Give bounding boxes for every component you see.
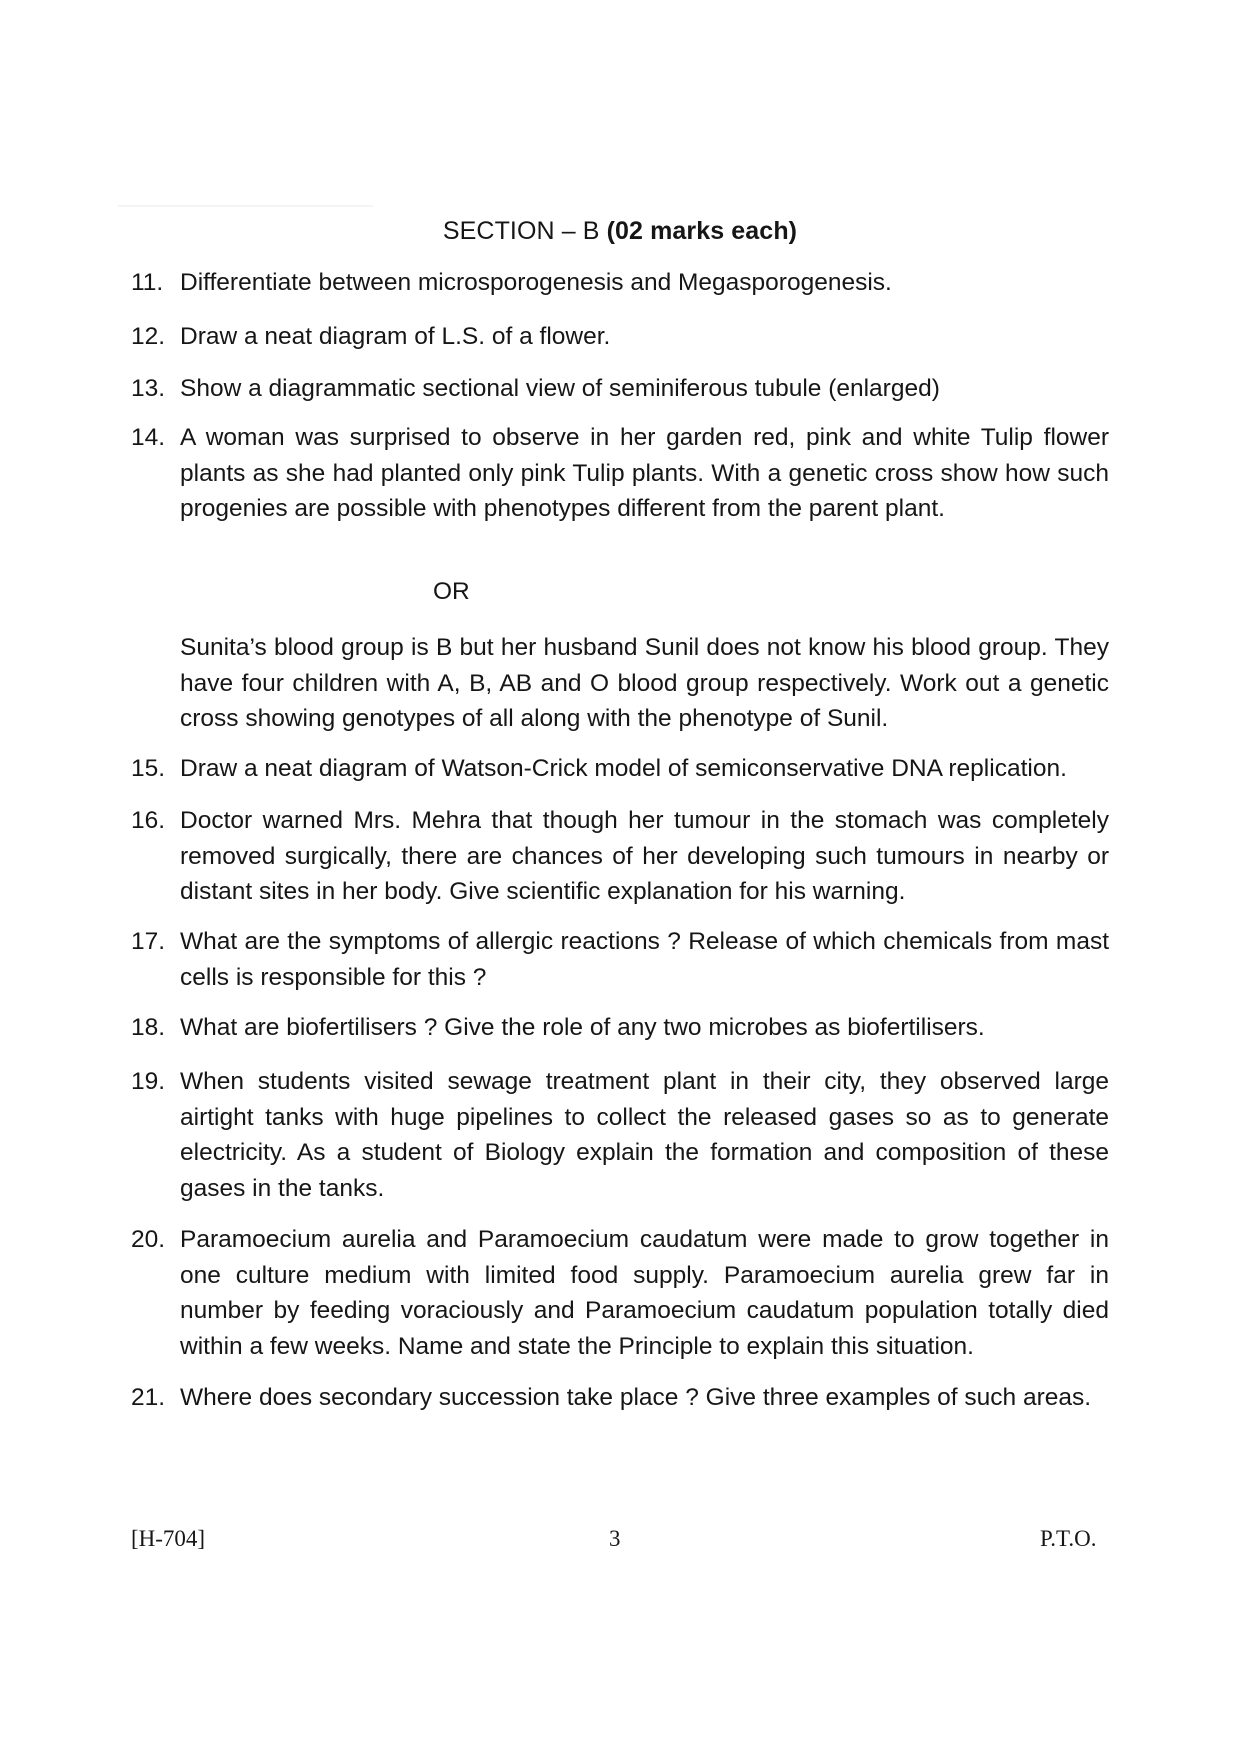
question-text: A woman was surprised to observe in her garden red, pink and white Tulip flower plants as she had planted only pink Tulip plants. With a genetic cross show how such progenies are possible with phenotypes different from the parent plant. — [180, 424, 1109, 522]
question-text: Differentiate between microsporogenesis and Megasporogenesis. — [180, 269, 892, 296]
question-number: 14. — [131, 424, 166, 451]
question-text: Show a diagrammatic sectional view of seminiferous tubule (enlarged) — [180, 375, 940, 402]
question-text: Draw a neat diagram of L.S. of a flower. — [180, 323, 611, 350]
question-text: Draw a neat diagram of Watson-Crick model of semiconservative DNA replication. — [180, 755, 1067, 782]
question-text: When students visited sewage treatment plant in their city, they observed large airtight tanks with huge pipelines to collect the released gases so as to generate electricity. As a student of Biology explain the formation and composition of these gases in the tanks. — [180, 1068, 1109, 1202]
scan-artifact-line — [118, 205, 373, 207]
section-heading — [0, 217, 1240, 246]
question-15 — [131, 751, 1111, 787]
question-12 — [131, 319, 1111, 355]
please-turn-over: P.T.O. — [1040, 1526, 1097, 1551]
question-text: Where does secondary succession take place ? Give three examples of such areas. — [180, 1384, 1092, 1411]
question-number: 11. — [131, 269, 164, 296]
question-number: 18. — [131, 1014, 166, 1041]
question-17 — [131, 924, 1111, 995]
question-14-alternative: Sunita’s blood group is B but her husband Sunil does not know his blood group. They have four children with A, B, AB and O blood group respectively. Work out a genetic cross showing genotypes of all along with the phenotype of Sunil. — [180, 634, 1109, 732]
section-title: SECTION – B — [442, 217, 607, 245]
question-number: 13. — [131, 375, 166, 402]
question-13 — [131, 371, 1111, 407]
question-20 — [131, 1222, 1111, 1364]
question-19 — [131, 1064, 1111, 1206]
paper-code: [H-704] — [131, 1526, 206, 1551]
question-number: 19. — [131, 1068, 166, 1095]
question-number: 20. — [131, 1226, 166, 1253]
question-14 — [131, 420, 1111, 527]
question-text: Paramoecium aurelia and Paramoecium caudatum were made to grow together in one culture medium with limited food supply. Paramoecium aurelia grew far in number by feeding voraciously and Paramoecium caudatum population totally died within a few weeks. Name and state the Principle to explain this situation. — [180, 1226, 1109, 1360]
question-text: Doctor warned Mrs. Mehra that though her tumour in the stomach was completely removed surgically, there are chances of her developing such tumours in nearby or distant sites in her body. Give scientific explanation for his warning. — [180, 807, 1109, 905]
question-text: What are the symptoms of allergic reactions ? Release of which chemicals from mast cells is responsible for this ? — [180, 928, 1109, 991]
question-16 — [131, 803, 1111, 910]
page-number: 3 — [609, 1526, 621, 1551]
question-number: 17. — [131, 928, 166, 955]
question-number: 21. — [131, 1384, 166, 1411]
question-18 — [131, 1010, 1111, 1046]
or-divider: OR — [433, 578, 470, 605]
question-number: 15. — [131, 755, 166, 782]
question-text: What are biofertilisers ? Give the role of any two microbes as biofertilisers. — [180, 1014, 985, 1041]
question-11 — [131, 265, 1111, 301]
section-marks: (02 marks each) — [606, 217, 798, 245]
question-number: 12. — [131, 323, 166, 350]
question-21 — [131, 1380, 1111, 1416]
question-number: 16. — [131, 807, 166, 834]
